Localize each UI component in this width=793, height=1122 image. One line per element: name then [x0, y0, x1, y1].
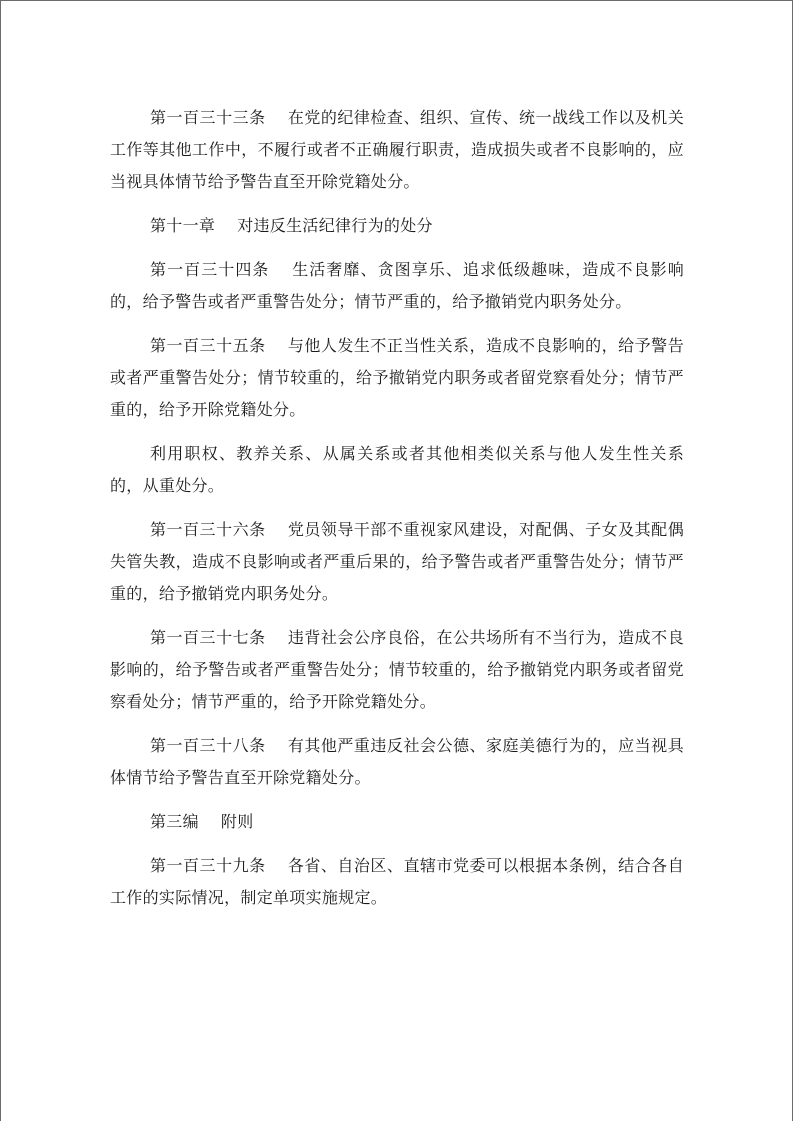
chapter-title: 对违反生活纪律行为的处分 [237, 216, 433, 235]
article-text: 党员领导干部不重视家风建设，对配偶、子女及其配偶失管失教，造成不良影响或者严重后果的，给予警告或者严重警告处分；情节严重的，给予撤销党内职务处分。 [110, 520, 685, 603]
article-label: 第一百三十五条 [150, 336, 266, 355]
article-label: 第一百三十四条 [150, 260, 270, 279]
article-text: 各省、自治区、直辖市党委可以根据本条例，结合各自工作的实际情况，制定单项实施规定。 [110, 856, 685, 907]
document-body [110, 102, 684, 926]
article-136 [110, 514, 684, 610]
article-text: 违背社会公序良俗，在公共场所有不当行为，造成不良影响的，给予警告或者严重警告处分；情节较重的，给予撤销党内职务或者留党察看处分；情节严重的，给予开除党籍处分。 [110, 628, 685, 711]
article-label: 第一百三十七条 [150, 628, 266, 647]
article-text: 与他人发生不正当性关系，造成不良影响的，给予警告或者严重警告处分；情节较重的，给予撤销党内职务或者留党察看处分；情节严重的，给予开除党籍处分。 [110, 336, 685, 419]
article-133 [110, 102, 684, 198]
article-134 [110, 254, 684, 318]
chapter-label: 第十一章 [150, 216, 216, 235]
chapter-heading-11 [110, 210, 684, 242]
article-text: 有其他严重违反社会公德、家庭美德行为的，应当视具体情节给予警告直至开除党籍处分。 [110, 736, 685, 787]
article-139 [110, 850, 684, 914]
article-135-paragraph-2 [110, 438, 684, 502]
paragraph-text: 利用职权、教养关系、从属关系或者其他相类似关系与他人发生性关系的，从重处分。 [110, 444, 684, 495]
part-label: 第三编 [150, 812, 199, 831]
article-label: 第一百三十八条 [150, 736, 266, 755]
article-137 [110, 622, 684, 718]
part-title: 附则 [220, 812, 254, 831]
article-label: 第一百三十三条 [150, 108, 266, 127]
article-text: 在党的纪律检查、组织、宣传、统一战线工作以及机关工作等其他工作中，不履行或者不正确履行职责，造成损失或者不良影响的，应当视具体情节给予警告直至开除党籍处分。 [110, 108, 685, 191]
article-138 [110, 730, 684, 794]
article-label: 第一百三十九条 [150, 856, 266, 875]
article-135 [110, 330, 684, 426]
part-heading-3 [110, 806, 684, 838]
article-text: 生活奢靡、贪图享乐、追求低级趣味，造成不良影响的，给予警告或者严重警告处分；情节严重的，给予撤销党内职务处分。 [110, 260, 684, 311]
article-label: 第一百三十六条 [150, 520, 266, 539]
